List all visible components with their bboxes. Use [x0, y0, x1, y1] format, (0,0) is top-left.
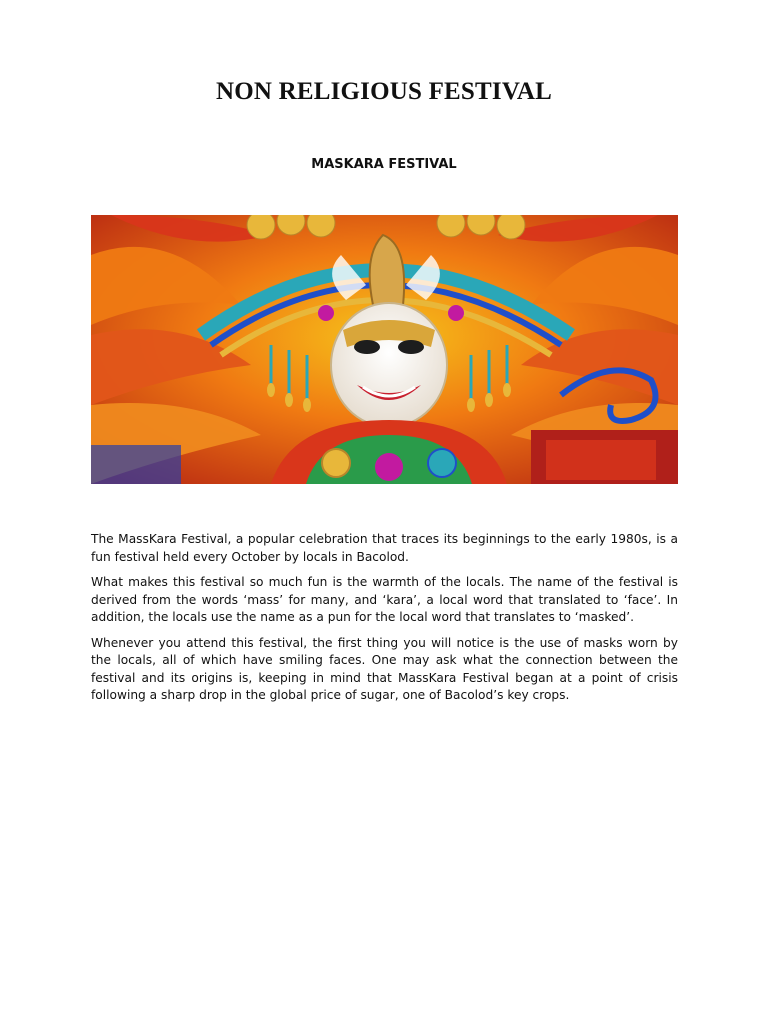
- page-title: NON RELIGIOUS FESTIVAL: [216, 78, 552, 105]
- paragraph-2: What makes this festival so much fun is the warmth of the locals. The name of the festival is derived from the words ‘mass’ for many, and ‘kara’, a local word that translated to ‘face’. In addition, the locals use the name as a pun for the local word that translates to ‘masked’.: [91, 575, 678, 624]
- paragraph-3: Whenever you attend this festival, the first thing you will notice is the use of masks worn by the locals, all of which have smiling faces. One may ask what the connection between the festival and its origins is, keeping in mind that MassKara Festival began at a point of crisis following a sharp drop in the global price of sugar, one of Bacolod’s key crops.: [91, 635, 678, 702]
- body-text: [91, 531, 678, 713]
- paragraph-1: The MassKara Festival, a popular celebration that traces its beginnings to the early 1980s, is a fun festival held every October by locals in Bacolod.: [91, 532, 678, 564]
- section-heading: MASKARA FESTIVAL: [311, 157, 457, 172]
- festival-mask-photo: [91, 215, 678, 484]
